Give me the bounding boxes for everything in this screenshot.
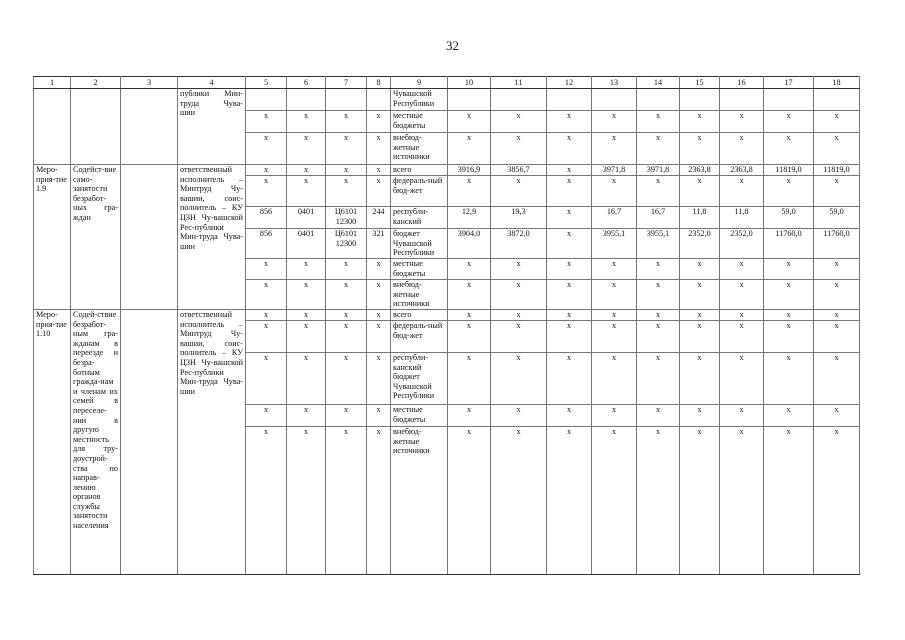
measure-1-9-cell-15: х [680, 280, 720, 310]
continuation-cell-11 [491, 89, 547, 111]
measure-1-10-cell-6: х [287, 310, 326, 321]
measure-1-10-cell-16: х [720, 310, 764, 321]
measure-1-9-cell-6: 0401 [287, 207, 326, 229]
measure-1-9-cell-16: х [720, 176, 764, 207]
measure-1-9-cell-12: х [547, 207, 592, 229]
measure-1-9-cell-15: х [680, 176, 720, 207]
measure-1-9-cell-7: х [326, 165, 367, 176]
measure-1-9-cell-8: 321 [367, 229, 391, 259]
continuation-cell-5 [246, 89, 287, 111]
measure-1-10-cell-18: х [814, 310, 860, 321]
continuation-cell-10: х [448, 111, 491, 133]
measure-1-10-cell-12: х [547, 353, 592, 405]
continuation-cell-7: х [326, 133, 367, 165]
measure-1-9-cell-7: Ц6101 12300 [326, 229, 367, 259]
measure-1-10-cell-18: х [814, 353, 860, 405]
measure-1-10-cell-17: х [764, 427, 814, 573]
measure-1-9-cell-10: 3916,9 [448, 165, 491, 176]
measure-1-10-cell-8: х [367, 427, 391, 573]
measure-1-9-cell-15: 11,8 [680, 207, 720, 229]
measure-1-10-cell-15: х [680, 405, 720, 427]
continuation-cell-5: х [246, 111, 287, 133]
measure-1-9-cell-13: 3971,8 [592, 165, 637, 176]
continuation-cell-13: х [592, 133, 637, 165]
measure-1-10-cell-17: х [764, 321, 814, 353]
measure-1-9-cell-5: х [246, 280, 287, 310]
continuation-cell-17: х [764, 133, 814, 165]
bottom-cell [720, 573, 764, 575]
measure-1-9-cell-11: х [491, 176, 547, 207]
measure-1-9-cell-8: х [367, 176, 391, 207]
measure-1-9-cell-18: х [814, 259, 860, 280]
continuation-cell-7: х [326, 111, 367, 133]
measure-1-9-executor: ответственный исполнитель – Минтруд Чу-вашии, соис-полнитель – КУ ЦЗН Чу-вашской Рес-публики Мин-труда Чува-шии [178, 165, 246, 310]
measure-1-10-cell-5: х [246, 310, 287, 321]
measure-1-10-cell-7: х [326, 405, 367, 427]
measure-1-10-cell-13: х [592, 405, 637, 427]
continuation-cell-7 [326, 89, 367, 111]
measure-1-9-cell-10: 3904,0 [448, 229, 491, 259]
measure-1-10-cell-5: х [246, 321, 287, 353]
continuation-executor-line: труда Чува- [180, 98, 243, 108]
header-cell-14: 14 [637, 77, 680, 89]
continuation-cell-10: х [448, 133, 491, 165]
measure-1-10-cell-5: х [246, 427, 287, 573]
measure-1-9-cell-6: 0401 [287, 229, 326, 259]
measure-1-9-cell-16: х [720, 280, 764, 310]
measure-1-9-cell-16: 11,8 [720, 207, 764, 229]
measure-1-9-cell-12: х [547, 176, 592, 207]
page-number: 32 [446, 38, 459, 53]
continuation-cell-17 [764, 89, 814, 111]
header-cell-15: 15 [680, 77, 720, 89]
measure-1-9-cell-15: 2352,0 [680, 229, 720, 259]
measure-1-9-cell-13: х [592, 176, 637, 207]
continuation-cell-14: х [637, 111, 680, 133]
bottom-cell [178, 573, 246, 575]
measure-1-9-cell-8: х [367, 165, 391, 176]
measure-1-10-cell-6: х [287, 427, 326, 573]
measure-1-9-cell-9: всего [391, 165, 448, 176]
bottom-cell [367, 573, 391, 575]
measure-1-10-cell-11: х [491, 427, 547, 573]
measure-1-10-cell-9: местные бюджеты [391, 405, 448, 427]
measure-1-10-cell-8: х [367, 353, 391, 405]
measure-1-10-cell-16: х [720, 353, 764, 405]
continuation-cell-6: х [287, 111, 326, 133]
measure-1-9-title: Содейст-вие само-занятости безработ-ных гра-ждан [71, 165, 121, 310]
measure-1-9-cell-18: х [814, 280, 860, 310]
measure-1-10-name: Меро-прия-тие 1.10 [34, 310, 71, 573]
measure-1-10-cell-6: х [287, 353, 326, 405]
measure-1-9-cell-11: 19,3 [491, 207, 547, 229]
measure-1-9-cell-18: 11819,0 [814, 165, 860, 176]
header-cell-11: 11 [491, 77, 547, 89]
measure-1-9-cell-15: 2363,8 [680, 165, 720, 176]
measure-1-10-cell-11: х [491, 405, 547, 427]
measure-1-10-cell-14: х [637, 427, 680, 573]
bottom-cell [637, 573, 680, 575]
measure-1-10-cell-7: х [326, 321, 367, 353]
measure-1-9-cell-17: х [764, 259, 814, 280]
bottom-cell [680, 573, 720, 575]
measure-1-9-cell-9: республи-канский [391, 207, 448, 229]
continuation-cell-14 [637, 89, 680, 111]
header-cell-10: 10 [448, 77, 491, 89]
bottom-cell [246, 573, 287, 575]
measure-1-9-cell-13: х [592, 259, 637, 280]
measure-1-10-cell-13: х [592, 427, 637, 573]
table-bottom-border [34, 573, 860, 575]
continuation-cell-6 [287, 89, 326, 111]
measure-1-9-cell-18: х [814, 176, 860, 207]
header-cell-3: 3 [121, 77, 178, 89]
measure-1-9-cell-8: 244 [367, 207, 391, 229]
measure-1-9-cell-14: 16,7 [637, 207, 680, 229]
measure-1-10-cell-14: х [637, 321, 680, 353]
measure-1-9-cell-11: 3872,0 [491, 229, 547, 259]
bottom-cell [391, 573, 448, 575]
measure-1-10-cell-9: федераль-ный бюд-жет [391, 321, 448, 353]
header-cell-1: 1 [34, 77, 71, 89]
bottom-cell [71, 573, 121, 575]
measure-1-10-cell-17: х [764, 353, 814, 405]
measure-1-10-cell-17: х [764, 310, 814, 321]
measure-1-10-cell-12: х [547, 321, 592, 353]
continuation-cell-14: х [637, 133, 680, 165]
measure-1-9-cell-18: 11760,0 [814, 229, 860, 259]
measure-1-9-cell-5: х [246, 176, 287, 207]
measure-1-9-col3 [121, 165, 178, 310]
measure-1-10-cell-11: х [491, 321, 547, 353]
measure-1-10-cell-15: х [680, 353, 720, 405]
continuation-cell-16: х [720, 111, 764, 133]
continuation-cell-15 [680, 89, 720, 111]
header-cell-7: 7 [326, 77, 367, 89]
continuation-cell-8: х [367, 133, 391, 165]
measure-1-10-cell-13: х [592, 321, 637, 353]
continuation-name [34, 89, 71, 165]
measure-1-9-cell-9: федераль-ный бюд-жет [391, 176, 448, 207]
measure-1-9-cell-14: х [637, 259, 680, 280]
measure-1-10-cell-5: х [246, 405, 287, 427]
measure-1-10-cell-16: х [720, 321, 764, 353]
measure-1-9-cell-12: х [547, 259, 592, 280]
measure-1-10-cell-17: х [764, 405, 814, 427]
measure-1-10-cell-15: х [680, 321, 720, 353]
measure-1-10-cell-10: х [448, 405, 491, 427]
measure-1-9-cell-7: х [326, 280, 367, 310]
continuation-cell-17: х [764, 111, 814, 133]
continuation-cell-15: х [680, 111, 720, 133]
measure-1-9-cell-16: 2363,8 [720, 165, 764, 176]
bottom-cell [287, 573, 326, 575]
measure-1-10-cell-18: х [814, 321, 860, 353]
measure-1-10-cell-13: х [592, 310, 637, 321]
bottom-cell [814, 573, 860, 575]
measure-1-9-cell-6: х [287, 259, 326, 280]
measure-1-9-row [34, 165, 860, 176]
measure-1-10-cell-6: х [287, 321, 326, 353]
measure-1-10-cell-15: х [680, 427, 720, 573]
bottom-cell [764, 573, 814, 575]
continuation-col3 [121, 89, 178, 165]
measure-1-10-cell-7: х [326, 353, 367, 405]
measure-1-10-cell-7: х [326, 310, 367, 321]
measure-1-9-cell-12: х [547, 165, 592, 176]
continuation-cell-18: х [814, 133, 860, 165]
measure-1-10-cell-18: х [814, 405, 860, 427]
continuation-cell-16: х [720, 133, 764, 165]
measure-1-10-cell-10: х [448, 427, 491, 573]
measure-1-9-cell-11: х [491, 259, 547, 280]
measure-1-9-cell-14: 3971,8 [637, 165, 680, 176]
continuation-cell-9: Чувашской Республики [391, 89, 448, 111]
measure-1-10-row [34, 310, 860, 321]
measure-1-10-col3 [121, 310, 178, 573]
bottom-cell [448, 573, 491, 575]
header-cell-17: 17 [764, 77, 814, 89]
measure-1-9-cell-8: х [367, 259, 391, 280]
measure-1-9-cell-6: х [287, 165, 326, 176]
measure-1-10-cell-10: х [448, 321, 491, 353]
measure-1-10-cell-9: всего [391, 310, 448, 321]
header-cell-5: 5 [246, 77, 287, 89]
continuation-executor-line: шии [180, 108, 196, 118]
continuation-cell-8 [367, 89, 391, 111]
continuation-cell-12: х [547, 111, 592, 133]
measure-1-10-cell-7: х [326, 427, 367, 573]
measure-1-9-cell-14: 3955,1 [637, 229, 680, 259]
measure-1-9-cell-13: 16,7 [592, 207, 637, 229]
continuation-cell-15: х [680, 133, 720, 165]
measure-1-9-cell-9: бюджет Чувашской Республики [391, 229, 448, 259]
measure-1-9-cell-11: 3856,7 [491, 165, 547, 176]
measure-1-10-cell-8: х [367, 405, 391, 427]
measure-1-9-cell-5: 856 [246, 229, 287, 259]
continuation-cell-10 [448, 89, 491, 111]
measure-1-9-cell-14: х [637, 280, 680, 310]
header-cell-18: 18 [814, 77, 860, 89]
continuation-cell-13 [592, 89, 637, 111]
measure-1-9-cell-17: 11760,0 [764, 229, 814, 259]
measure-1-9-cell-5: х [246, 165, 287, 176]
continuation-cell-5: х [246, 133, 287, 165]
measure-1-10-cell-11: х [491, 310, 547, 321]
continuation-cell-11: х [491, 133, 547, 165]
continuation-cell-18: х [814, 111, 860, 133]
measure-1-10-cell-9: республи-канский бюджет Чувашской Республики [391, 353, 448, 405]
measure-1-10-title: Содей-ствие безработ-ным гра-жданам в переезде и безра-ботным гражда-нам и членам их семей в переселе-нии в другую местность для тру-доустрой-ства по направ-лению органов службы занятости населения [71, 310, 121, 573]
measure-1-9-cell-7: х [326, 176, 367, 207]
measure-1-10-cell-13: х [592, 353, 637, 405]
measure-1-9-cell-8: х [367, 280, 391, 310]
header-cell-8: 8 [367, 77, 391, 89]
measure-1-10-cell-16: х [720, 427, 764, 573]
header-cell-13: 13 [592, 77, 637, 89]
measure-1-9-name: Меро-прия-тие 1.9 [34, 165, 71, 310]
measure-1-9-cell-16: х [720, 259, 764, 280]
bottom-cell [491, 573, 547, 575]
measure-1-10-cell-10: х [448, 353, 491, 405]
header-row [34, 77, 860, 89]
bottom-cell [326, 573, 367, 575]
measure-1-9-cell-14: х [637, 176, 680, 207]
continuation-cell-16 [720, 89, 764, 111]
continuation-cell-13: х [592, 111, 637, 133]
measure-1-10-cell-18: х [814, 427, 860, 573]
continuation-executor [178, 89, 246, 165]
measure-1-9-cell-17: х [764, 280, 814, 310]
measure-1-10-cell-12: х [547, 427, 592, 573]
measure-1-9-cell-6: х [287, 280, 326, 310]
continuation-title [71, 89, 121, 165]
measure-1-9-cell-9: местные бюджеты [391, 259, 448, 280]
measure-1-10-cell-8: х [367, 310, 391, 321]
continuation-cell-11: х [491, 111, 547, 133]
measure-1-9-cell-5: х [246, 259, 287, 280]
measure-1-9-cell-12: х [547, 280, 592, 310]
measure-1-9-cell-5: 856 [246, 207, 287, 229]
header-cell-9: 9 [391, 77, 448, 89]
measure-1-10-cell-6: х [287, 405, 326, 427]
measure-1-9-cell-10: х [448, 176, 491, 207]
measure-1-9-cell-6: х [287, 176, 326, 207]
header-cell-12: 12 [547, 77, 592, 89]
measure-1-10-cell-15: х [680, 310, 720, 321]
measure-1-9-cell-13: 3955,1 [592, 229, 637, 259]
measure-1-10-executor: ответственный исполнитель – Минтруд Чу-вашии, соис-полнитель – КУ ЦЗН Чу-вашской Рес-публики Мин-труда Чува-шии [178, 310, 246, 573]
bottom-cell [34, 573, 71, 575]
measure-1-9-cell-17: 11819,0 [764, 165, 814, 176]
continuation-cell-9: местные бюджеты [391, 111, 448, 133]
continuation-cell-18 [814, 89, 860, 111]
measure-1-9-cell-10: 12,9 [448, 207, 491, 229]
measure-1-9-cell-15: х [680, 259, 720, 280]
continuation-cell-8: х [367, 111, 391, 133]
measure-1-10-cell-9: внебюд-жетные источники [391, 427, 448, 573]
measure-1-9-cell-10: х [448, 280, 491, 310]
measure-1-10-cell-14: х [637, 353, 680, 405]
header-cell-6: 6 [287, 77, 326, 89]
measure-1-9-cell-7: Ц6101 12300 [326, 207, 367, 229]
bottom-cell [592, 573, 637, 575]
measure-1-10-cell-8: х [367, 321, 391, 353]
header-cell-2: 2 [71, 77, 121, 89]
measure-1-10-cell-16: х [720, 405, 764, 427]
measure-1-9-cell-10: х [448, 259, 491, 280]
measure-1-10-cell-10: х [448, 310, 491, 321]
header-cell-4: 4 [178, 77, 246, 89]
measure-1-10-cell-14: х [637, 310, 680, 321]
continuation-executor-line: публики Мин- [180, 89, 243, 98]
continuation-row [34, 89, 860, 111]
measure-1-9-cell-11: х [491, 280, 547, 310]
measure-1-10-cell-12: х [547, 310, 592, 321]
measure-1-9-cell-16: 2352,0 [720, 229, 764, 259]
continuation-cell-6: х [287, 133, 326, 165]
budget-table [33, 76, 860, 575]
measure-1-9-cell-12: х [547, 229, 592, 259]
measure-1-9-cell-18: 59,0 [814, 207, 860, 229]
measure-1-10-cell-5: х [246, 353, 287, 405]
measure-1-9-cell-17: х [764, 176, 814, 207]
header-cell-16: 16 [720, 77, 764, 89]
bottom-cell [547, 573, 592, 575]
continuation-cell-12 [547, 89, 592, 111]
bottom-cell [121, 573, 178, 575]
measure-1-10-cell-11: х [491, 353, 547, 405]
measure-1-10-cell-14: х [637, 405, 680, 427]
measure-1-9-cell-7: х [326, 259, 367, 280]
measure-1-9-cell-13: х [592, 280, 637, 310]
continuation-cell-12: х [547, 133, 592, 165]
measure-1-10-cell-12: х [547, 405, 592, 427]
measure-1-9-cell-17: 59,0 [764, 207, 814, 229]
measure-1-9-cell-9: внебюд-жетные источники [391, 280, 448, 310]
continuation-cell-9: внебюд-жетные источники [391, 133, 448, 165]
